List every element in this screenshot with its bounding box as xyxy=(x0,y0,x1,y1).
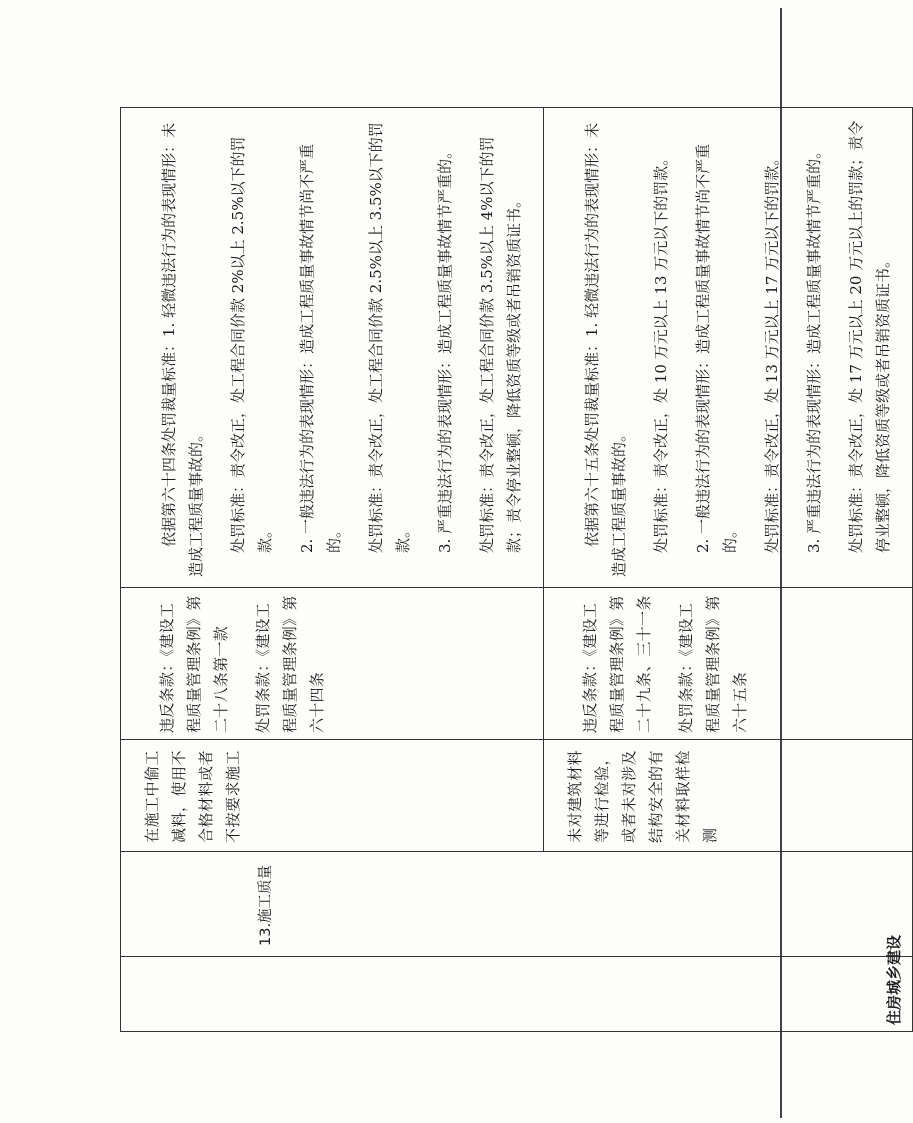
item-category-label: 13.施工质量 xyxy=(258,864,274,946)
standard-line: 处罚标准：责令改正，处 13 万元以上 17 万元以下的罚款。 xyxy=(763,150,781,553)
standard-line: 处罚标准：责令改正，处 10 万元以上 13 万元以下的罚款。 xyxy=(652,150,670,553)
penalty-standard xyxy=(121,108,528,587)
department-label: 住房城乡建设 xyxy=(885,934,903,1025)
standard-cell xyxy=(544,108,913,588)
behavior-cell xyxy=(544,740,913,852)
penalty-standard-table xyxy=(120,107,913,1032)
law-clauses xyxy=(121,588,331,739)
table-row xyxy=(121,108,544,1032)
violation-clause: 违反条款：《建设工程质量管理条例》第二十九条、三十一条 xyxy=(581,595,653,733)
law-cell xyxy=(544,588,913,740)
standard-line: 3. 严重违法行为的表现情形：造成工程质量事故情节严重的。 xyxy=(805,143,823,553)
standard-line: 3. 严重违法行为的表现情形：造成工程质量事故情节严重的。 xyxy=(436,143,454,553)
penalty-clause: 处罚条款：《建设工程质量管理条例》第六十五条 xyxy=(677,595,749,733)
standard-cell xyxy=(121,108,544,588)
penalty-clause: 处罚条款：《建设工程质量管理条例》第六十四条 xyxy=(254,595,326,733)
standard-line: 2. 一般违法行为的表现情形：造成工程质量事故情节尚不严重的。 xyxy=(298,143,343,553)
item-category-cell xyxy=(121,852,913,957)
behavior-text: 在施工中偷工减料，使用不合格材料或者不按要求施工 xyxy=(143,749,242,843)
violation-clause: 违反条款：《建设工程质量管理条例》第二十八条第一款 xyxy=(158,595,230,733)
standard-lead: 依据第六十四条处罚裁量标准：1. 轻微违法行为的表现情形：未造成工程质量事故的。 xyxy=(160,122,205,577)
standard-lead: 依据第六十五条处罚裁量标准：1. 轻微违法行为的表现情形：未造成工程质量事故的。 xyxy=(583,122,628,577)
law-clauses xyxy=(544,588,754,739)
behavior-text: 未对建筑材料等进行检验，或者未对涉及结构安全的有关材料取样检测 xyxy=(566,749,719,843)
penalty-standard xyxy=(544,108,897,587)
standard-line: 处罚标准：责令改正，处工程合同价款 2%以上 2.5%以下的罚款。 xyxy=(229,136,274,553)
standard-line: 2. 一般违法行为的表现情形：造成工程质量事故情节尚不严重的。 xyxy=(694,143,739,553)
standard-line: 处罚标准：责令改正，处工程合同价款 2.5%以上 3.5%以下的罚款。 xyxy=(367,122,412,553)
department-cell xyxy=(121,934,913,1032)
rotated-table-stage xyxy=(120,108,903,1032)
standard-tail: 处罚标准：责令改正，处 17 万元以上 20 万元以上的罚款；责令停业整顿，降低资质等级或者吊销资质证书。 xyxy=(847,120,892,553)
law-cell xyxy=(121,588,544,740)
behavior-cell xyxy=(121,740,544,852)
standard-tail: 处罚标准：责令改正，处工程合同价款 3.5%以上 4%以下的罚款；责令停业整顿，降低资质等级或者吊销资质证书。 xyxy=(478,136,523,553)
